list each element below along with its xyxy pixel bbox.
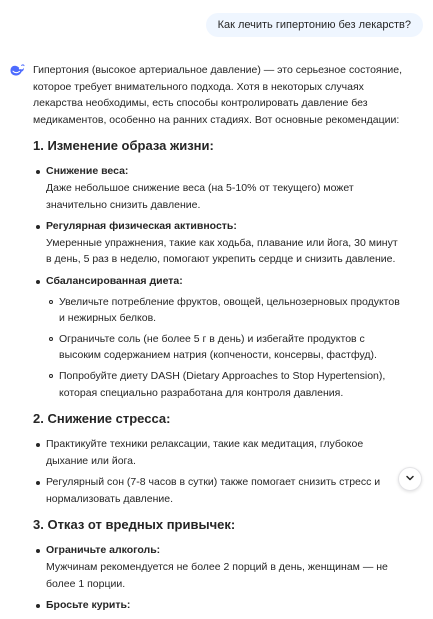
list-item-title: Сбалансированная диета: <box>46 274 183 287</box>
section-heading: 3. Отказ от вредных привычек: <box>33 517 236 533</box>
scroll-to-bottom-button[interactable] <box>398 467 422 491</box>
chevron-down-icon <box>405 470 415 488</box>
whale-logo-icon <box>9 62 25 78</box>
section-list <box>33 542 405 613</box>
assistant-message-content <box>33 62 405 619</box>
list-item <box>33 597 405 614</box>
section-heading: 2. Снижение стресса: <box>33 411 171 427</box>
sub-list-item: Ограничьте соль (не более 5 г в день) и избегайте продуктов с высоким содержанием натрия (копчености, консервы, фастфуд). <box>46 331 405 364</box>
user-message-bubble <box>206 13 423 37</box>
sub-list <box>46 294 405 402</box>
list-item-title: Бросьте курить: <box>46 599 131 612</box>
list-item-text: Регулярный сон (7-8 часов в сутки) также помогает снизить стресс и нормализовать давление. <box>46 476 381 505</box>
list-item-title: Регулярная физическая активность: <box>46 220 237 233</box>
list-item-text: Умеренные упражнения, такие как ходьба, плавание или йога, 30 минут в день, 5 раз в неделю, помогают укрепить сердце и снизить давление. <box>46 236 398 266</box>
section-list <box>33 163 405 401</box>
section-heading: 1. Изменение образа жизни: <box>33 138 214 154</box>
user-message-text: Как лечить гипертонию без лекарств? <box>217 19 411 31</box>
intro-paragraph: Гипертония (высокое артериальное давление) — это серьезное состояние, которое требует внимательного подхода. Хотя в некоторых случаях лекарства необходимы, есть способы контролировать давление без медикаментов, особенно на ранних стадиях. Вот основные рекомендации: <box>33 64 403 126</box>
sub-list-item: Попробуйте диету DASH (Dietary Approaches to Stop Hypertension), которая специально разработана для контроля давления. <box>46 368 405 401</box>
list-item <box>33 474 405 507</box>
list-item <box>33 542 405 592</box>
list-item-text: Практикуйте техники релаксации, такие как медитация, глубокое дыхание или йога. <box>46 438 364 467</box>
list-item <box>33 436 405 469</box>
list-item-title: Снижение веса: <box>46 165 129 178</box>
list-item-text: Мужчинам рекомендуется не более 2 порций в день, женщинам — не более 1 порции. <box>46 561 388 590</box>
list-item-title: Ограничьте алкоголь: <box>46 544 161 557</box>
sub-list-item: Увеличьте потребление фруктов, овощей, цельнозерновых продуктов и нежирных белков. <box>46 294 405 327</box>
sections-container <box>33 137 405 613</box>
section-list <box>33 436 405 507</box>
list-item <box>33 218 405 268</box>
list-item <box>33 163 405 213</box>
list-item <box>33 273 405 401</box>
list-item-text: Даже небольшое снижение веса (на 5-10% от текущего) может значительно снизить давление. <box>46 181 354 211</box>
